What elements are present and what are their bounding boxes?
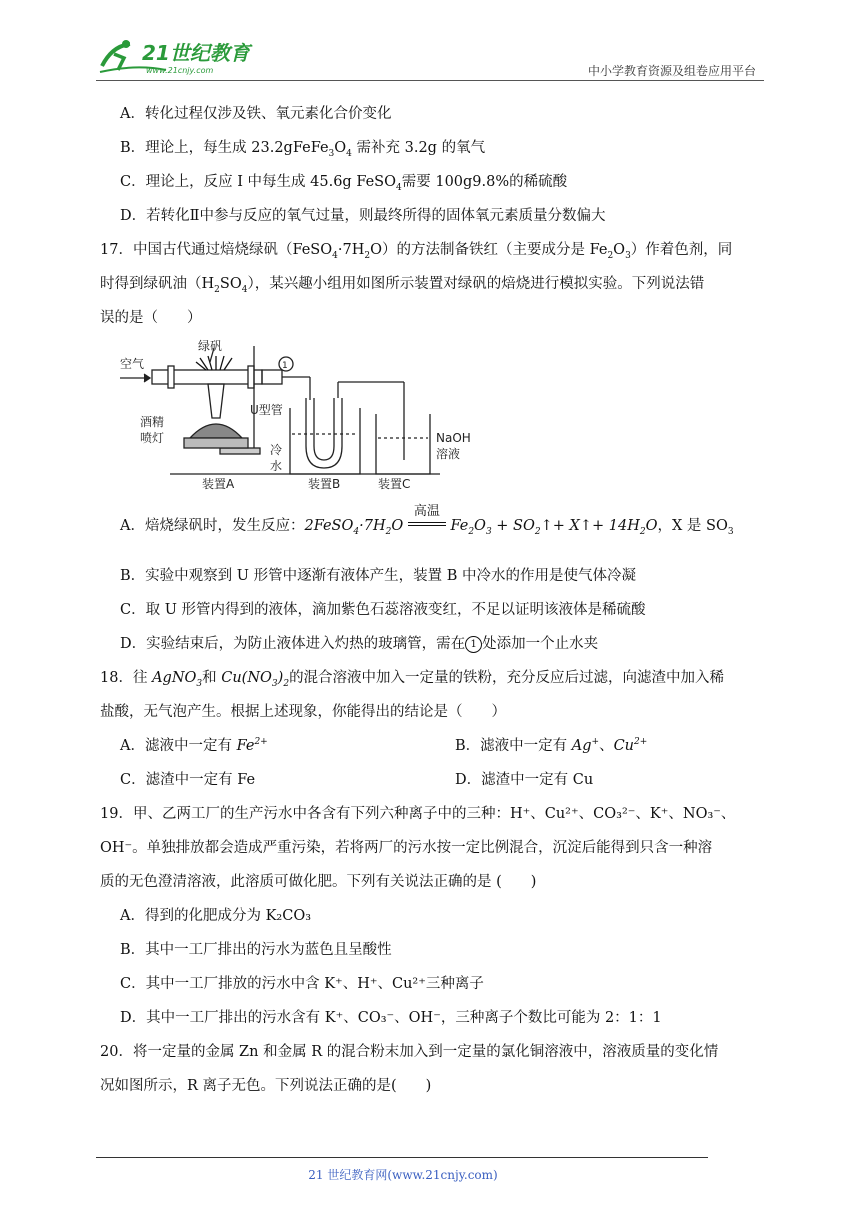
page-header [96,36,764,82]
label-device-b: 装置B [308,477,341,490]
q18-stem-line2: 盐酸，无气泡产生。根据上述现象，你能得出的结论是（ ） [100,704,506,720]
q20-stem-line1: 20．将一定量的金属 Zn 和金属 R 的混合粉末加入到一定量的氯化铜溶液中，溶液质量的变化情 [100,1044,719,1060]
q18-option-d: D．滤渣中一定有 Cu [455,772,594,788]
q18-option-a: A．滤液中一定有 $Fe^{2+}$ [120,737,268,754]
q19-option-d: D．其中一工厂排出的污水含有 K⁺、CO₃⁻、OH⁻，三种离子个数比可能为 2：1：1 [120,1010,662,1026]
q19-stem-line1: 19．甲、乙两工厂的生产污水中各含有下列六种离子中的三种：H⁺、Cu²⁺、CO₃²⁻、K⁺、NO₃⁻、 [100,806,736,822]
apparatus-diagram [120,338,492,490]
label-device-c: 装置C [378,477,411,490]
q18-option-c: C．滤渣中一定有 Fe [120,772,256,788]
q17-option-a: A．焙烧绿矾时，发生反应：$2FeSO_4\cdot 7H_2O$ 高温 $Fe_2O_3$ + $SO_2↑+$ X↑+ $14H_2O$，X 是 $SO_3$ [120,504,734,537]
q16-option-d: D．若转化Ⅱ中参与反应的氧气过量，则最终所得的固体氧元素质量分数偏大 [120,208,606,224]
label-naoh-2: 溶液 [436,447,461,461]
q19-stem-line3: 质的无色澄清溶液，此溶质可做化肥。下列有关说法正确的是 ( ) [100,874,537,890]
q16-option-b: B．理论上，每生成 $23.2gFeFe_3O_4$ 需补充 3.2g 的氧气 [120,140,486,159]
header-divider [96,80,764,81]
svg-text:21世纪教育: 21世纪教育 [142,41,250,65]
q17-stem-line1: 17．中国古代通过焙烧绿矾$(FeSO_4\cdot 7H_2O)$的方法制备铁红（主要成分是 $Fe_2O_3$）作着色剂，同 [100,242,733,261]
label-circle-1: 1 [282,361,288,371]
svg-text:www.21cnjy.com: www.21cnjy.com [146,66,214,75]
q17-stem-line2: 时得到绿矾油$(H_2SO_4)$，某兴趣小组用如图所示装置对绿矾的焙烧进行模拟实验。下列说法错 [100,276,705,295]
label-lvfan: 绿矾 [198,339,223,353]
label-air: 空气 [120,357,145,371]
q19-option-a: A．得到的化肥成分为 K₂CO₃ [120,908,312,924]
label-cold-water-1: 冷 [270,443,283,457]
q17-stem-line3: 误的是（ ） [100,310,202,326]
label-lamp-line2: 喷灯 [140,431,165,445]
label-u-tube: U型管 [250,403,283,417]
q20-stem-line2: 况如图所示，R 离子无色。下列说法正确的是( ) [100,1078,432,1094]
footer-link[interactable]: 21 世纪教育网(www.21cnjy.com) [308,1168,498,1182]
label-cold-water-2: 水 [270,459,283,473]
q19-option-b: B．其中一工厂排出的污水为蓝色且呈酸性 [120,942,392,958]
q18-stem-line1: 18．往 AgNO$_3$和 $Cu(NO_3)_2$的混合溶液中加入一定量的铁粉，充分反应后过滤，向滤渣中加入稀 [100,670,725,689]
footer-divider [96,1157,708,1158]
q19-option-c: C．其中一工厂排放的污水中含 K⁺、H⁺、Cu²⁺三种离子 [120,976,484,992]
q17-option-d: D．实验结束后，为防止液体进入灼热的玻璃管，需在 1 处添加一个止水夹 [120,636,599,652]
q18-option-b: B．滤液中一定有 Ag+、$Cu^{2+}$ [455,737,648,754]
q17-option-b: B．实验中观察到 U 形管中逐渐有液体产生，装置 B 中冷水的作用是使气体冷凝 [120,568,636,584]
label-naoh-1: NaOH [436,431,471,445]
logo-icon [96,36,276,78]
label-device-a: 装置A [202,477,235,490]
q19-stem-line2: OH⁻。单独排放都会造成严重污染，若将两厂的污水按一定比例混合，沉淀后能得到只含一种溶 [100,840,713,856]
q17-option-c: C．取 U 形管内得到的液体，滴加紫色石蕊溶液变红，不足以证明该液体是稀硫酸 [120,602,646,618]
q16-option-a: A．转化过程仅涉及铁、氧元素化合价变化 [120,106,392,122]
q16-option-c: C．理论上，反应 I 中每生成 45.6g FeSO$_4$需要 100g9.8%的稀硫酸 [120,174,568,193]
platform-name: 中小学教育资源及组卷应用平台 [587,64,756,78]
label-lamp-line1: 酒精 [140,415,165,429]
